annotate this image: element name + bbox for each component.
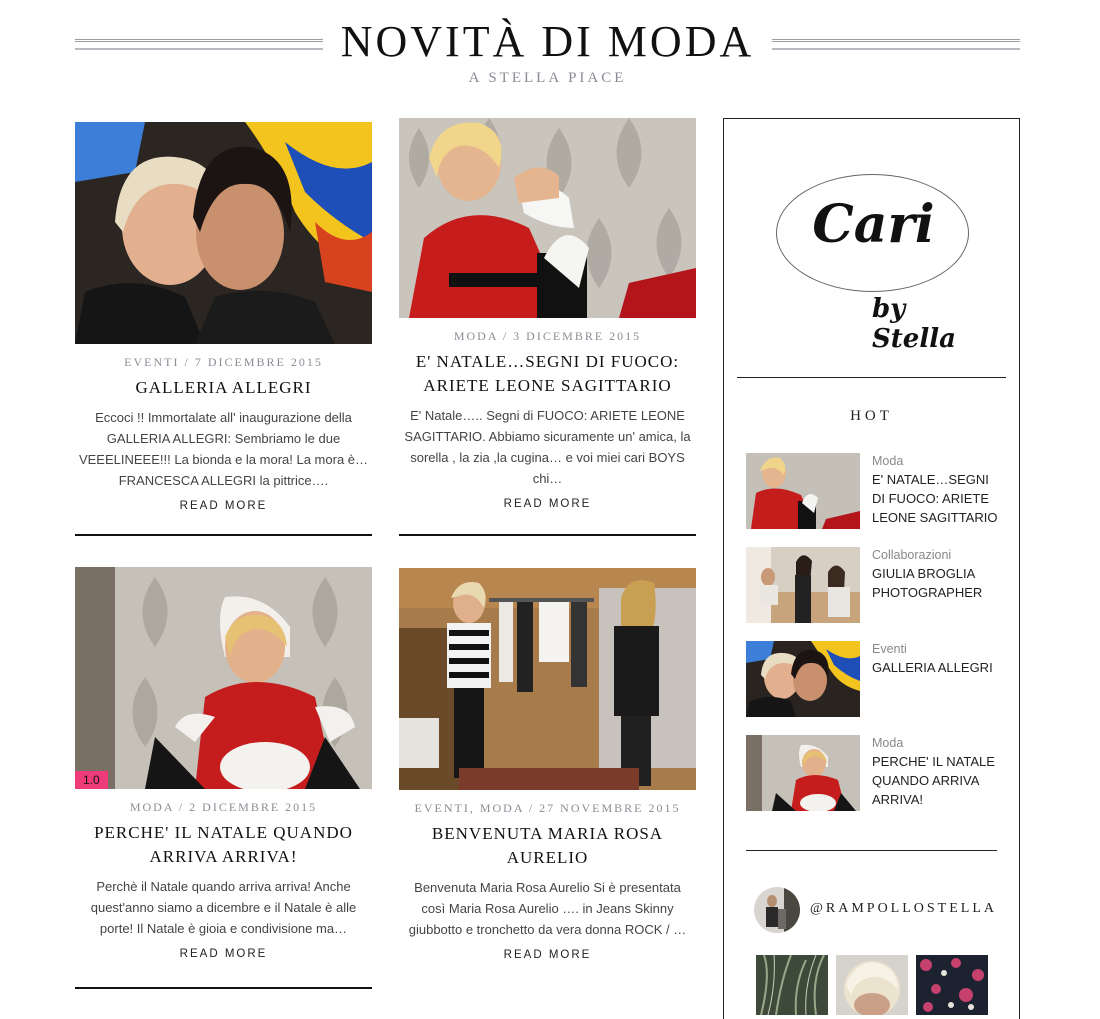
post-image[interactable] bbox=[75, 122, 372, 344]
post-card bbox=[399, 118, 696, 510]
post-meta: MODA / 3 DICEMBRE 2015 bbox=[453, 329, 642, 343]
hot-category[interactable]: Moda bbox=[872, 736, 904, 750]
hot-category[interactable]: Moda bbox=[872, 454, 904, 468]
post-divider bbox=[75, 534, 372, 536]
post-excerpt: Perchè il Natale quando arriva arriva! Anche quest'anno siamo a dicembre e il Natale è alle porte! Il Natale è gioia e condivisione ma… bbox=[90, 879, 357, 936]
avatar[interactable] bbox=[754, 887, 800, 933]
post-title[interactable]: E' NATALE…SEGNI DI FUOCO: ARIETE LEONE SAGITTARIO bbox=[415, 352, 680, 395]
site-header bbox=[75, 18, 1020, 93]
post-divider bbox=[75, 987, 372, 989]
sidebar bbox=[723, 118, 1020, 1019]
hot-item[interactable] bbox=[746, 453, 1006, 531]
instagram-header[interactable] bbox=[754, 887, 1019, 933]
read-more-link[interactable]: READ MORE bbox=[179, 500, 268, 512]
hot-thumbnail[interactable] bbox=[746, 735, 860, 811]
cari-logo[interactable] bbox=[776, 174, 971, 354]
title-rule-right bbox=[772, 39, 1020, 50]
post-image[interactable] bbox=[399, 568, 696, 790]
hot-category[interactable]: Eventi bbox=[872, 642, 907, 656]
post-card bbox=[399, 568, 696, 961]
post-meta: MODA / 2 DICEMBRE 2015 bbox=[129, 800, 318, 814]
hot-item[interactable] bbox=[746, 641, 1006, 719]
instagram-thumbnail[interactable] bbox=[916, 955, 988, 1015]
rating-badge: 1.0 bbox=[75, 771, 108, 789]
post-excerpt: E' Natale….. Segni di FUOCO: ARIETE LEONE SAGITTARIO. Abbiamo sicuramente un' amica, la sorella , la zia ,la cugina… e voi miei cari BOYS chi… bbox=[404, 408, 691, 486]
hot-title[interactable]: GIULIA BROGLIA PHOTOGRAPHER bbox=[872, 566, 983, 600]
post-meta: EVENTI / 7 DICEMBRE 2015 bbox=[124, 355, 323, 369]
hot-thumbnail[interactable] bbox=[746, 641, 860, 717]
title-wrap bbox=[75, 18, 1020, 66]
logo-main-text: Cari bbox=[812, 194, 935, 255]
hot-item[interactable] bbox=[746, 547, 1006, 625]
hot-item[interactable] bbox=[746, 735, 1006, 813]
post-card bbox=[75, 122, 372, 512]
site-tagline: A STELLA PIACE bbox=[468, 70, 627, 86]
hot-heading: HOT bbox=[850, 408, 893, 424]
read-more-link[interactable]: READ MORE bbox=[503, 498, 592, 510]
post-excerpt: Benvenuta Maria Rosa Aurelio Si è presentata così Maria Rosa Aurelio …. in Jeans Skinny giubbotto e tronchetto da vera donna ROCK / … bbox=[408, 880, 687, 937]
instagram-thumbnail[interactable] bbox=[836, 955, 908, 1015]
hot-title[interactable]: E' NATALE…SEGNI DI FUOCO: ARIETE LEONE SAGITTARIO bbox=[872, 472, 998, 525]
post-excerpt: Eccoci !! Immortalate all' inaugurazione della GALLERIA ALLEGRI: Sembriamo le due VEEELINEEE!!! La bionda e la mora! La mora è… FRANCESCA ALLEGRI la pittrice…. bbox=[78, 410, 369, 488]
instagram-thumbnail[interactable] bbox=[756, 955, 828, 1015]
hot-thumbnail[interactable] bbox=[746, 453, 860, 529]
post-title[interactable]: BENVENUTA MARIA ROSA AURELIO bbox=[431, 824, 664, 867]
post-image[interactable] bbox=[75, 567, 372, 789]
hot-title[interactable]: PERCHE' IL NATALE QUANDO ARRIVA ARRIVA! bbox=[872, 754, 995, 807]
post-card bbox=[75, 567, 372, 960]
sidebar-divider bbox=[737, 377, 1006, 378]
post-image[interactable] bbox=[399, 118, 696, 318]
post-title[interactable]: PERCHE' IL NATALE QUANDO ARRIVA ARRIVA! bbox=[94, 823, 353, 866]
hot-thumbnail[interactable] bbox=[746, 547, 860, 623]
title-rule-left bbox=[75, 39, 323, 50]
sidebar-divider bbox=[746, 850, 997, 851]
hot-title[interactable]: GALLERIA ALLEGRI bbox=[872, 660, 993, 675]
post-title[interactable]: GALLERIA ALLEGRI bbox=[135, 378, 312, 397]
site-title[interactable]: NOVITÀ DI MODA bbox=[340, 17, 755, 66]
post-divider bbox=[399, 534, 696, 536]
hot-category[interactable]: Collaborazioni bbox=[872, 548, 952, 562]
instagram-handle[interactable]: @RAMPOLLOSTELLA bbox=[810, 901, 998, 916]
read-more-link[interactable]: READ MORE bbox=[503, 949, 592, 961]
post-meta: EVENTI, MODA / 27 NOVEMBRE 2015 bbox=[414, 801, 681, 815]
logo-sub-text: by Stella bbox=[872, 294, 956, 354]
read-more-link[interactable]: READ MORE bbox=[179, 948, 268, 960]
